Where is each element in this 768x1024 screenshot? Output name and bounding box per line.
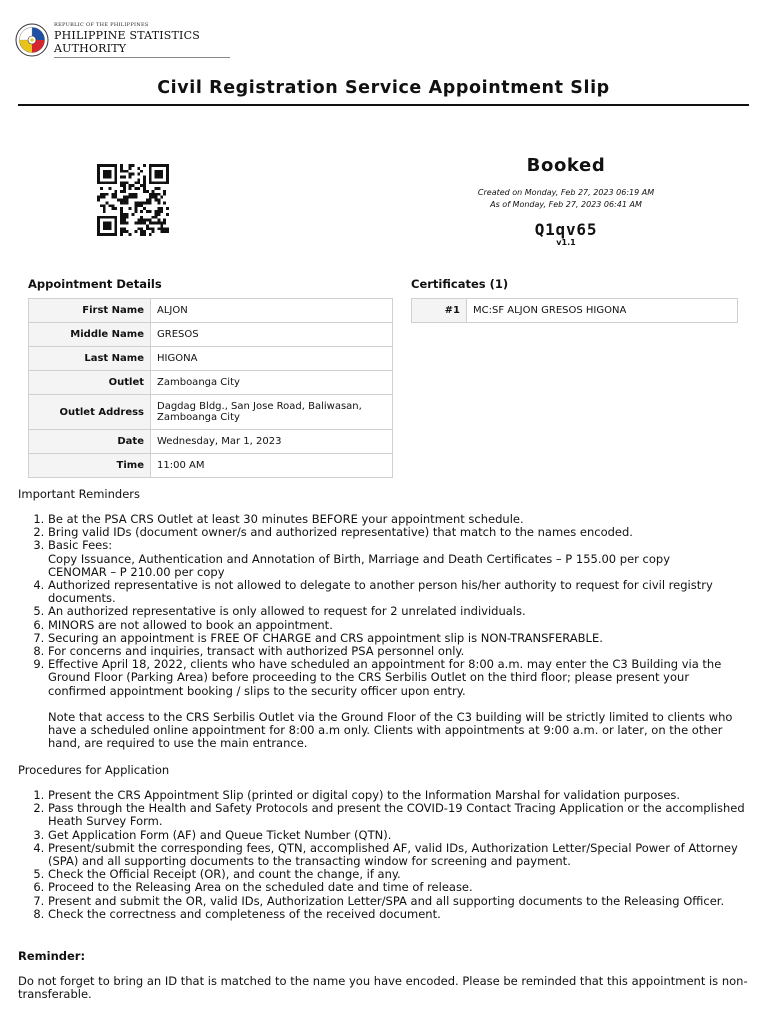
row-label: Middle Name xyxy=(29,323,151,347)
table-row xyxy=(29,371,393,395)
procedures-list xyxy=(18,789,748,921)
row-value: GRESOS xyxy=(151,323,393,347)
procedures-heading: Procedures for Application xyxy=(18,763,170,777)
reference-code: Q1qv65 xyxy=(534,220,598,239)
row-label: First Name xyxy=(29,299,151,323)
psa-seal-icon xyxy=(14,22,50,58)
address-line-2: Zamboanga City xyxy=(157,412,240,423)
table-row xyxy=(412,299,738,323)
as-of-text: As of Monday, Feb 27, 2023 06:41 AM xyxy=(490,200,642,209)
table-row xyxy=(29,323,393,347)
row-value: 11:00 AM xyxy=(151,454,393,478)
list-item: 8. For concerns and inquiries, transact with authorized PSA personnel only. xyxy=(48,645,748,658)
qr-code xyxy=(95,164,171,236)
table-row xyxy=(29,299,393,323)
list-item: 3. Get Application Form (AF) and Queue Ticket Number (QTN). xyxy=(48,829,748,842)
booking-timestamps xyxy=(440,187,692,211)
final-reminder-heading: Reminder: xyxy=(18,949,86,963)
table-row xyxy=(29,347,393,371)
psa-logo xyxy=(14,18,224,62)
certificates-heading: Certificates (1) xyxy=(411,277,509,291)
final-reminder-text: Do not forget to bring an ID that is matched to the name you have encoded. Please be reminded that this appointment is non-transferable. xyxy=(18,974,748,1002)
row-label: Time xyxy=(29,454,151,478)
fees-line-1: Copy Issuance, Authentication and Annotation of Birth, Marriage and Death Certificates – P 155.00 per copy xyxy=(48,551,670,566)
table-row xyxy=(29,395,393,430)
table-row xyxy=(29,430,393,454)
row-value: ALJON xyxy=(151,299,393,323)
effective-date-text: Effective April 18, 2022, clients who have scheduled an appointment for 8:00 a.m. may enter the C3 Building via the Ground Floor (Parking Area) before proceeding to the CRS Serbilis Outlet on the third floor; please present your confirmed appointment booking / slips to the security officer upon entry. xyxy=(48,657,722,698)
created-on-text: Created on Monday, Feb 27, 2023 06:19 AM xyxy=(477,188,655,197)
logo-republic-text: REPUBLIC OF THE PHILIPPINES xyxy=(54,22,149,28)
certificate-number: #1 xyxy=(412,299,467,323)
list-item: 5. An authorized representative is only allowed to request for 2 unrelated individuals. xyxy=(48,605,748,618)
list-item: 2. Bring valid IDs (document owner/s and authorized representative) that match to the names encoded. xyxy=(48,526,748,539)
certificate-name: MC:SF ALJON GRESOS HIGONA xyxy=(467,299,738,323)
address-line-1: Dagdag Bldg., San Jose Road, Baliwasan, xyxy=(157,401,362,412)
row-value: HIGONA xyxy=(151,347,393,371)
row-label: Outlet Address xyxy=(29,395,151,430)
certificates-table xyxy=(411,298,738,323)
list-item: 4. Present/submit the corresponding fees, QTN, accomplished AF, valid IDs, Authorization Letter/Special Power of Attorney (SPA) and all supporting documents to the transacting window for screening and payment. xyxy=(48,842,748,868)
row-label: Last Name xyxy=(29,347,151,371)
version-label: v1.1 xyxy=(556,238,576,247)
appointment-details-heading: Appointment Details xyxy=(28,277,162,291)
appointment-details-table xyxy=(28,298,393,478)
logo-agency-text: PHILIPPINE STATISTICS AUTHORITY xyxy=(54,29,200,55)
list-item: 1. Be at the PSA CRS Outlet at least 30 minutes BEFORE your appointment schedule. xyxy=(48,513,748,526)
list-item: 1. Present the CRS Appointment Slip (printed or digital copy) to the Information Marshal for validation purposes. xyxy=(48,789,748,802)
logo-underline xyxy=(54,57,230,58)
row-label: Date xyxy=(29,430,151,454)
list-item: 6. Proceed to the Releasing Area on the scheduled date and time of release. xyxy=(48,881,748,894)
reminders-list xyxy=(18,513,748,751)
list-item: 7. Securing an appointment is FREE OF CHARGE and CRS appointment slip is NON-TRANSFERABLE. xyxy=(48,632,748,645)
row-value: Zamboanga City xyxy=(151,371,393,395)
booking-status: Booked xyxy=(526,155,606,176)
list-item: 2. Pass through the Health and Safety Protocols and present the COVID-19 Contact Tracing Application or the accomplished Heath Survey Form. xyxy=(48,802,748,828)
page-title: Civil Registration Service Appointment Slip xyxy=(157,78,610,98)
row-value xyxy=(151,395,393,430)
list-item xyxy=(48,539,748,579)
list-item: 8. Check the correctness and completeness of the received document. xyxy=(48,908,748,921)
list-item: 5. Check the Official Receipt (OR), and count the change, if any. xyxy=(48,868,748,881)
row-value: Wednesday, Mar 1, 2023 xyxy=(151,430,393,454)
fees-line-2: CENOMAR – P 210.00 per copy xyxy=(48,564,225,579)
list-item xyxy=(48,658,748,750)
access-note-text: Note that access to the CRS Serbilis Outlet via the Ground Floor of the C3 building will be strictly limited to clients who have a scheduled online appointment for 8:00 a.m only. Clients with appointments at 9:00 a.m. or later, on the other hand, are required to use the main entrance. xyxy=(48,710,733,751)
list-item: 7. Present and submit the OR, valid IDs, Authorization Letter/SPA and all supporting documents to the Releasing Officer. xyxy=(48,895,748,908)
list-item: 6. MINORS are not allowed to book an appointment. xyxy=(48,619,748,632)
row-label: Outlet xyxy=(29,371,151,395)
title-divider xyxy=(18,104,749,106)
list-item: 4. Authorized representative is not allowed to delegate to another person his/her authority to request for civil registry documents. xyxy=(48,579,748,605)
table-row xyxy=(29,454,393,478)
basic-fees-label: Basic Fees: xyxy=(48,538,113,553)
important-reminders-heading: Important Reminders xyxy=(18,487,140,501)
